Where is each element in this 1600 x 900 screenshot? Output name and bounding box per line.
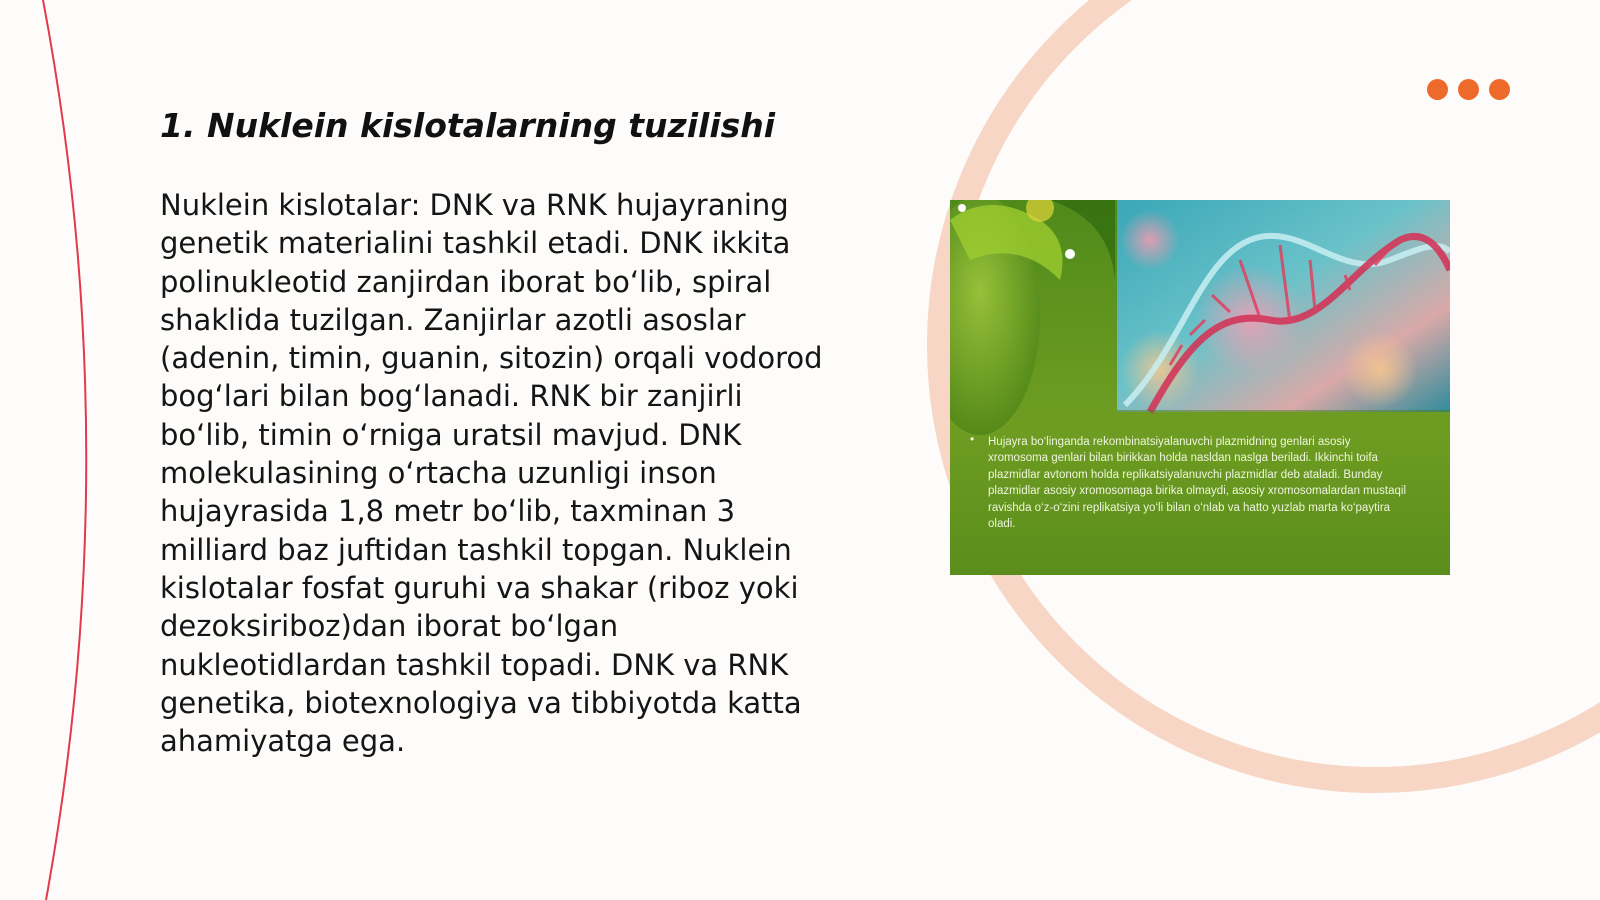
dna-illustration [950,200,1450,575]
dot-1 [1427,79,1448,100]
slide-body-text: Nuklein kislotalar: DNK va RNK hujayraning genetik materialini tashkil etadi. DNK ikkita polinukleotid zanjirdan iborat bo‘lib, spiral shaklida tuzilgan. Zanjirlar azotli asoslar (adenin, timin, guanin, sitozin) orqali vodorod bog‘lari bilan bog‘lanadi. RNK bir zanjirli bo‘lib, timin o‘rniga uratsil mavjud. DNK molekulasining o‘rtacha uzunligi inson hujayrasida 1,8 metr bo‘lib, taxminan 3 milliard baz juftidan tashkil topgan. Nuklein kislotalar fosfat guruhi va shakar (riboz yoki dezoksiriboz)dan iborat bo‘lgan nukleotidlardan tashkil topadi. DNK va RNK genetika, biotexnologiya va tibbiyotda katta ahamiyatga ega. [160,188,823,759]
dot-3 [1489,79,1510,100]
slide-title: 1. Nuklein kislotalarning tuzilishi [160,106,776,145]
dot-2 [1458,79,1479,100]
left-arc-line [43,0,86,900]
caption-bullet: • [970,432,975,446]
figure-caption: Hujayra bo‘linganda rekombinatsiyalanuvchi plazmidning genlari asosiy xromosoma genlari bilan birikkan holda nasldan naslga beriladi. Ikkinchi toifa plazmidlar avtonom holda replikatsiyalanuvchi plazmidlar deb ataladi. Bunday plazmidlar asosiy xromosomaga birika olmaydi, asosiy xromosomalardan mustaqil ravishda o‘z-o‘zini replikatsiya yo‘li bilan o‘nlab va hatto yuzlab marta ko‘paytira oladi. [988,436,1406,531]
three-dots-icon[interactable] [1427,79,1510,100]
